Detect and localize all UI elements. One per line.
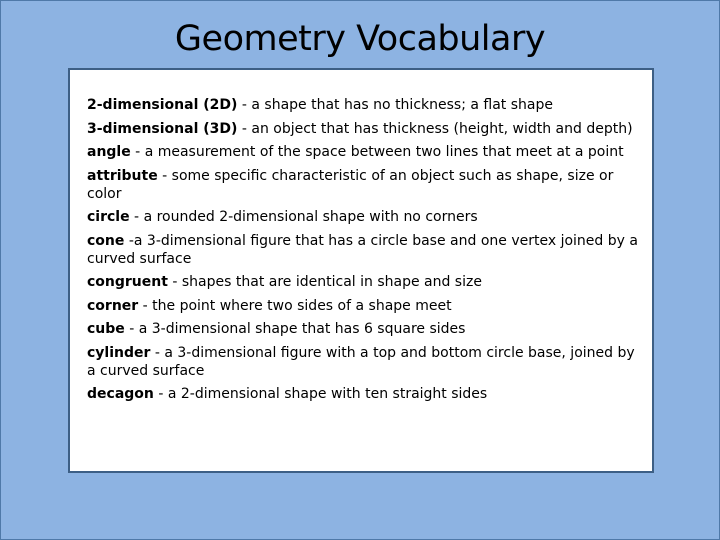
term-label: 3-dimensional (3D) [87,120,238,137]
term-definition: a measurement of the space between two lines that meet at a point [144,144,624,160]
term-separator: - [124,321,139,337]
term-label: 2-dimensional (2D) [87,97,238,113]
term-label: corner [87,297,139,314]
term-separator: - [153,386,168,402]
term-separator: - [167,274,182,290]
term-definition: a shape that has no thickness; a flat shape [251,97,553,113]
vocabulary-item-cube [87,320,638,338]
term-separator: - [130,144,145,160]
term-definition: some specific characteristic of an object such as shape, size or color [87,167,614,202]
term-label: cube [87,321,125,337]
term-separator: - [237,120,252,137]
term-definition: the point where two sides of a shape meet [152,297,452,314]
vocabulary-item-circle [87,208,638,226]
vocabulary-box [68,68,654,473]
term-separator: - [124,232,134,249]
term-label: cone [87,232,125,249]
term-label: attribute [87,167,158,184]
vocabulary-item-congruent [87,273,638,291]
term-label: congruent [87,274,168,290]
term-definition: a 2-dimensional shape with ten straight sides [167,386,488,402]
term-definition: a 3-dimensional shape that has 6 square sides [138,321,466,337]
vocabulary-item-decagon [87,385,638,403]
term-label: circle [87,209,130,225]
vocabulary-item-angle [87,143,638,161]
slide-title: Geometry Vocabulary [174,19,546,59]
vocabulary-list [87,96,638,403]
term-separator: - [150,344,165,361]
term-definition: a 3-dimensional figure with a top and bottom circle base, joined by a curved surface [87,344,635,379]
term-separator: - [129,209,144,225]
term-separator: - [138,297,153,314]
vocabulary-item-corner [87,297,638,315]
term-definition: an object that has thickness (height, width and depth) [251,120,633,137]
vocabulary-item-2d [87,96,638,114]
vocabulary-item-attribute [87,167,638,203]
vocabulary-item-cone [87,232,638,268]
term-definition: shapes that are identical in shape and size [181,274,482,290]
vocabulary-item-3d [87,120,638,138]
term-definition: a 3-dimensional figure that has a circle base and one vertex joined by a curved surface [87,232,638,267]
term-separator: - [157,167,172,184]
term-label: decagon [87,386,154,402]
term-label: angle [87,144,131,160]
term-label: cylinder [87,344,151,361]
vocabulary-item-cylinder [87,344,638,380]
term-separator: - [237,97,252,113]
term-definition: a rounded 2-dimensional shape with no corners [143,209,478,225]
